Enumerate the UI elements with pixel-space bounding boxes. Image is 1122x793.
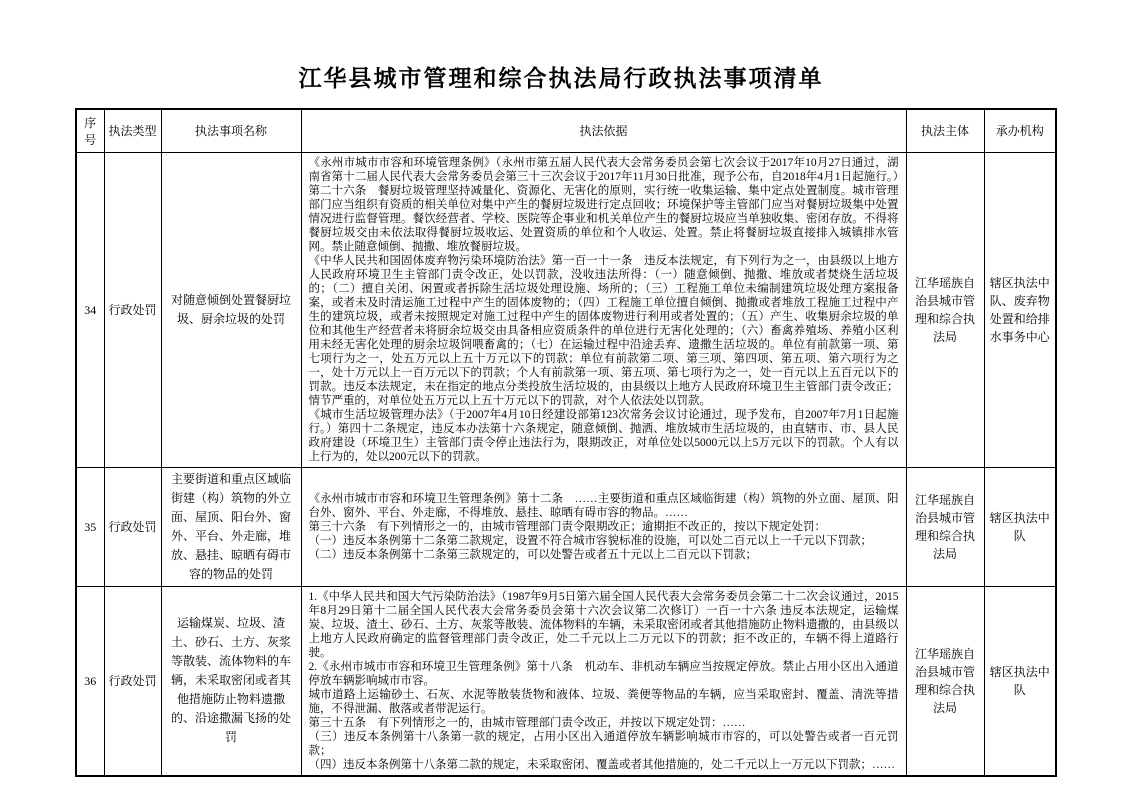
row-35-subject: 江华瑶族自治县城市管理和综合执法局: [906, 467, 984, 586]
row-34-basis: [301, 152, 906, 467]
header-seq: 序号: [76, 109, 104, 152]
header-item-name: 执法事项名称: [161, 109, 301, 152]
row-35-basis-p2: 第三十六条 有下列情形之一的，由城市管理部门责令限期改正；逾期拒不改正的，按以下规定处罚：: [308, 520, 826, 533]
header-agency: 承办机构: [984, 109, 1056, 152]
row-34-subject: 江华瑶族自治县城市管理和综合执法局: [906, 152, 984, 467]
header-type: 执法类型: [104, 109, 161, 152]
row-35-basis-p4: （二）违反本条例第十二条第三款规定的，可以处警告或者五十元以上二百元以下罚款；: [308, 548, 757, 561]
row-36-seq: 36: [76, 586, 104, 776]
row-35-type: 行政处罚: [104, 467, 161, 586]
row-35-item-name: 主要街道和重点区域临街建（构）筑物的外立面、屋顶、阳台外、窗外、平台、外走廊，堆放、悬挂、晾晒有碍市容的物品的处罚: [161, 467, 301, 586]
row-35-seq: 35: [76, 467, 104, 586]
row-36-item-name: 运输煤炭、垃圾、渣土、砂石、土方、灰浆等散装、流体物料的车辆，未采取密闭或者其他措施防止物料遗撒的、沿途撒漏飞扬的处罚: [161, 586, 301, 776]
row-34-basis-p1: 《永州市城市市容和环境管理条例》（永州市第五届人民代表大会常务委员会第七次会议于2017年10月27日通过，湖南省第十二届人民代表大会常务委员会第三十三次会议于2017年11月30日批准，现予公布，自2018年4月1日起施行。）第二十六条 餐厨垃圾管理坚持减量化、资源化、无害化的原则，实行统一收集运输、集中定点处置制度。城市管理部门应当组织有资质的相关单位对集中产生的餐厨垃圾进行定点回收；环境保护等主管部门应当对餐厨垃圾集中处置情况进行监督管理。餐饮经营者、学校、医院等企事业和机关单位产生的餐厨垃圾应当单独收集、密闭存放。不得将餐厨垃圾交由未依法取得餐厨垃圾收运、处置资质的单位和个人收运、处置。禁止将餐厨垃圾直接排入城镇排水管网。禁止随意倾倒、抛撒、堆放餐厨垃圾。: [308, 156, 899, 253]
row-35-agency: 辖区执法中队: [984, 467, 1056, 586]
row-36-type: 行政处罚: [104, 586, 161, 776]
row-36-basis-p4: 第三十五条 有下列情形之一的，由城市管理部门责令改正，并按以下规定处罚：……: [308, 716, 746, 729]
row-34-type: 行政处罚: [104, 152, 161, 467]
table-row-34: [76, 152, 1056, 467]
row-34-basis-p3: 《城市生活垃圾管理办法》（于2007年4月10日经建设部第123次常务会议讨论通过，现予发布，自2007年7月1日起施行。）第四十二条规定，违反本办法第十六条规定，随意倾倒、抛洒、堆放城市生活垃圾的，由直辖市、市、县人民政府建设（环境卫生）主管部门责令停止违法行为，限期改正，对单位处以5000元以上5万元以下的罚款。个人有以上行为的，处以200元以下的罚款。: [308, 408, 899, 463]
row-34-agency: 辖区执法中队、废弃物处置和给排水事务中心: [984, 152, 1056, 467]
enforcement-items-table: [75, 108, 1057, 777]
row-36-basis-p1: 1.《中华人民共和国大气污染防治法》（1987年9月5日第六届全国人民代表大会常务委员会第二十二次会议通过，2015年8月29日第十二届全国人民代表大会常务委员会第十六次会议第二次修订）一百一十六条 违反本法规定，运输煤炭、垃圾、渣土、砂石、土方、灰浆等散装、流体物料的车辆，未采取密闭或者其他措施防止物料遗撒的，由县级以上地方人民政府确定的监督管理部门责令改正，处二千元以上二万元以下的罚款；拒不改正的，车辆不得上道路行驶。: [308, 590, 899, 659]
row-36-basis-p6: （四）违反本条例第十八条第二款的规定，未采取密闭、覆盖或者其他措施的，处二千元以上一万元以下罚款；……: [308, 758, 895, 771]
row-34-item-name: 对随意倾倒处置餐厨垃圾、厨余垃圾的处罚: [161, 152, 301, 467]
row-36-subject: 江华瑶族自治县城市管理和综合执法局: [906, 586, 984, 776]
row-35-basis: [301, 467, 906, 586]
row-35-basis-p3: （一）违反本条例第十二条第二款规定，设置不符合城市容貌标准的设施，可以处二百元以上一千元以下罚款；: [308, 534, 872, 547]
table-header-row: [76, 109, 1056, 152]
header-basis: 执法依据: [301, 109, 906, 152]
row-36-agency: 辖区执法中队: [984, 586, 1056, 776]
header-subject: 执法主体: [906, 109, 984, 152]
row-34-basis-p2: 《中华人民共和国固体废弃物污染环境防治法》第一百一十一条 违反本法规定，有下列行为之一，由县级以上地方人民政府环境卫生主管部门责令改正，处以罚款，没收违法所得：（一）随意倾倒、抛撒、堆放或者焚烧生活垃圾的；（二）擅自关闭、闲置或者拆除生活垃圾处理设施、场所的；（三）工程施工单位未编制建筑垃圾处理方案报备案，或者未及时清运施工过程中产生的固体废物的；（四）工程施工单位擅自倾倒、抛撒或者堆放工程施工过程中产生的建筑垃圾，或者未按照规定对施工过程中产生的固体废物进行利用或者处置的；（五）产生、收集厨余垃圾的单位和其他生产经营者未将厨余垃圾交由具备相应资质条件的单位进行无害化处理的；（六）畜禽养殖场、养殖小区利用未经无害化处理的厨余垃圾饲喂畜禽的；（七）在运输过程中沿途丢弃、遗撒生活垃圾的。单位有前款第一项、第七项行为之一，处五万元以上五十万元以下的罚款；单位有前款第二项、第三项、第四项、第五项、第六项行为之一，处十万元以上一百万元以下的罚款；个人有前款第一项、第五项、第七项行为之一，处一百元以上五百元以下的罚款。违反本法规定，未在指定的地点分类投放生活垃圾的，由县级以上地方人民政府环境卫生主管部门责令改正；情节严重的，对单位处五万元以上五十万元以下的罚款，对个人依法处以罚款。: [308, 254, 899, 407]
row-34-seq: 34: [76, 152, 104, 467]
row-36-basis-p3: 城市道路上运输砂土、石灰、水泥等散装货物和液体、垃圾、粪便等物品的车辆，应当采取密封、覆盖、清洗等措施，不得泄漏、散落或者带泥运行。: [308, 688, 899, 715]
table-row-35: [76, 467, 1056, 586]
table-row-36: [76, 586, 1056, 776]
page-title: 江华县城市管理和综合执法局行政执法事项清单: [298, 66, 824, 91]
row-36-basis-p2: 2.《永州市城市市容和环境卫生管理条例》第十八条 机动车、非机动车辆应当按规定停放。禁止占用小区出入通道停放车辆影响城市市容。: [308, 660, 899, 687]
row-35-basis-p1: 《永州市城市市容和环境卫生管理条例》第十二条 ……主要街道和重点区域临街建（构）筑物的外立面、屋顶、阳台外、窗外、平台、外走廊，不得堆放、悬挂、晾晒有碍市容的物品。……: [308, 492, 899, 519]
row-36-basis: [301, 586, 906, 776]
row-36-basis-p5: （三）违反本条例第十八条第一款的规定，占用小区出入通道停放车辆影响城市市容的，可以处警告或者一百元罚款；: [308, 730, 899, 757]
